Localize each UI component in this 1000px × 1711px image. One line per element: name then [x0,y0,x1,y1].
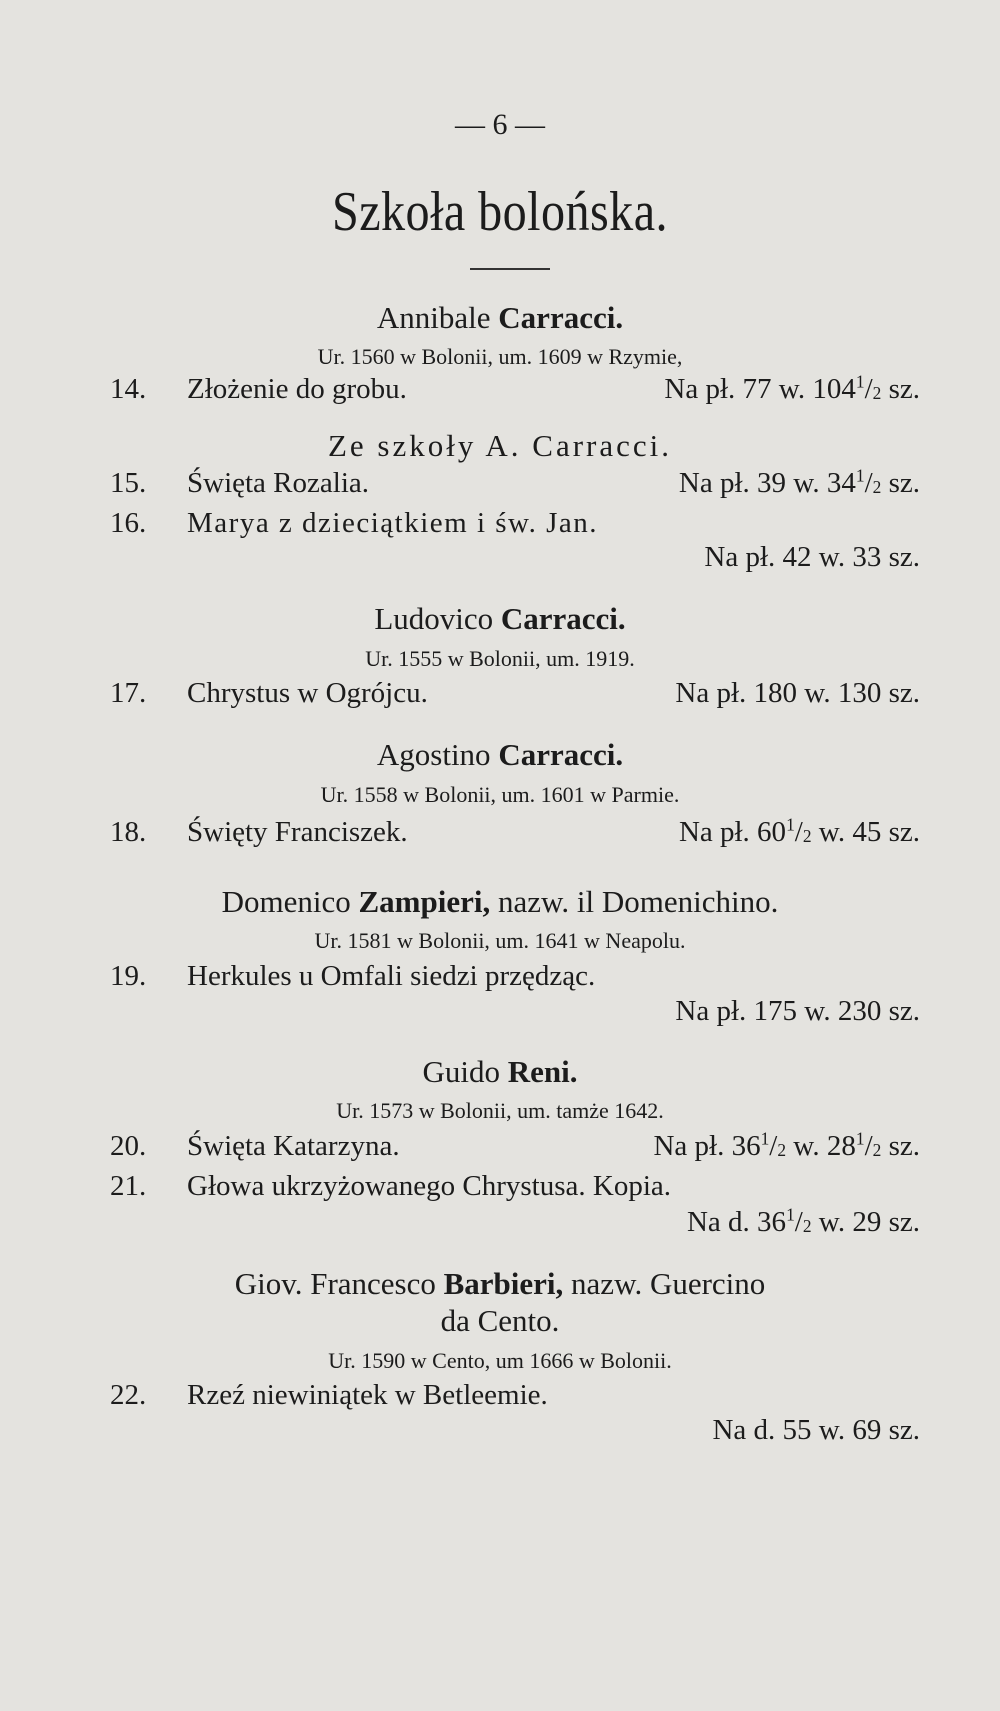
artist-heading-reni [0,1054,1000,1090]
page-number: — 6 — [455,108,545,141]
entry-meta: Na d. $36^1/_2$ w. 29 sz. [686,1204,920,1238]
school-heading: Ze szkoły A. Carracci. [327,428,673,463]
artist-first-name: Giov. Francesco [234,1266,436,1301]
entry-number: 22. [110,1379,147,1411]
entry-meta: Na pł. 39 w. $34^1/_2$ sz. [678,465,920,499]
entry-number: 16. [110,507,147,539]
entry-number: 20. [110,1130,147,1162]
artist-bio: Ur. 1555 w Bolonii, um. 1919. [365,646,635,671]
entry-medium-size: Na pł. 36 [653,1130,761,1162]
fraction-denominator: 2 [802,1215,812,1236]
artist-heading-zampieri [0,884,1000,920]
artist-first-name: Agostino [376,737,491,772]
artist-surname: Reni. [507,1054,578,1089]
entry-number: 17. [110,677,147,709]
entry-meta: Na pł. $60^1/_2$ w. 45 sz. [678,814,920,848]
entry-medium-size: Na pł. 77 w. 104 [664,373,856,405]
title-divider [470,268,550,270]
artist-bio: Ur. 1573 w Bolonii, um. tamże 1642. [336,1098,664,1123]
entry-medium-size: Na d. 36 [686,1206,787,1238]
entry-unit: w. 29 sz. [811,1206,920,1238]
entry-title: Marya z dzieciątkiem i św. Jan. [187,507,599,539]
artist-alias: nazw. il Domenichino. [498,884,779,919]
entry-title: Święta Rozalia. [187,467,370,499]
artist-surname: Barbieri, [443,1266,564,1301]
fraction-numerator: 1 [786,814,795,835]
fraction-denominator: 2 [802,825,812,846]
fraction-numerator: 1 [855,465,865,486]
fraction-denominator: 2 [872,1139,882,1160]
entry-title: Rzeź niewiniątek w Betleemie. [187,1379,548,1411]
entry-title: Chrystus w Ogrójcu. [187,677,428,709]
artist-first-name: Guido [422,1054,500,1089]
entry-unit: sz. [881,373,920,405]
entry-meta: Na pł. 77 w. $104^1/_2$ sz. [664,371,920,405]
fraction-numerator: 1 [786,1204,795,1225]
artist-surname: Carracci. [498,737,624,772]
entry-unit: w. 45 sz. [811,816,920,848]
artist-surname: Carracci. [500,601,626,636]
entry-meta: Na pł. 175 w. 230 sz. [675,995,920,1027]
fraction-denominator: 2 [777,1139,787,1160]
entry-medium-size: Na pł. 39 w. 34 [678,467,856,499]
artist-alias: nazw. Guercino [571,1266,766,1301]
section-title: Szkoła bolońska. [332,181,668,243]
entry-unit: sz. [881,1130,920,1162]
entry-number: 19. [110,960,147,992]
artist-bio: Ur. 1558 w Bolonii, um. 1601 w Parmie. [320,782,680,807]
fraction-numerator: 1 [760,1128,770,1149]
artist-heading-barbieri [0,1266,1000,1302]
entry-title: Herkules u Omfali siedzi przędząc. [187,960,596,992]
entry-title: Święta Katarzyna. [187,1130,400,1162]
entry-unit: w. 28 [786,1130,856,1162]
artist-first-name: Ludovico [374,601,494,636]
fraction-denominator: 2 [872,476,882,497]
artist-heading-annibale [0,300,1000,336]
entry-medium-size: Na pł. 60 [678,816,787,848]
fraction-denominator: 2 [872,382,882,403]
entry-number: 15. [110,467,147,499]
entry-meta: Na d. 55 w. 69 sz. [712,1414,920,1446]
entry-meta: Na pł. 42 w. 33 sz. [704,541,920,573]
artist-first-name: Annibale [376,300,491,335]
entry-unit: sz. [881,467,920,499]
entry-number: 18. [110,816,147,848]
artist-heading-ludovico [0,601,1000,637]
artist-surname: Zampieri, [358,884,491,919]
artist-alias-continued: da Cento. [440,1303,560,1338]
entry-number: 21. [110,1170,147,1202]
entry-title: Złożenie do grobu. [187,373,407,405]
artist-bio: Ur. 1560 w Bolonii, um. 1609 w Rzymie, [317,344,683,369]
entry-title: Święty Franciszek. [187,816,408,848]
entry-number: 14. [110,373,147,405]
artist-first-name: Domenico [221,884,351,919]
artist-bio: Ur. 1581 w Bolonii, um. 1641 w Neapolu. [314,928,686,953]
fraction-numerator: 1 [855,1128,865,1149]
entry-title: Głowa ukrzyżowanego Chrystusa. Kopia. [187,1170,672,1202]
entry-meta: Na pł. 180 w. 130 sz. [675,677,920,709]
artist-heading-agostino [0,737,1000,773]
artist-bio: Ur. 1590 w Cento, um 1666 w Bolonii. [328,1348,672,1373]
fraction-numerator: 1 [855,371,865,392]
artist-surname: Carracci. [498,300,624,335]
entry-meta: Na pł. $36^1/_2$ w. $28^1/_2$ sz. [653,1128,920,1162]
